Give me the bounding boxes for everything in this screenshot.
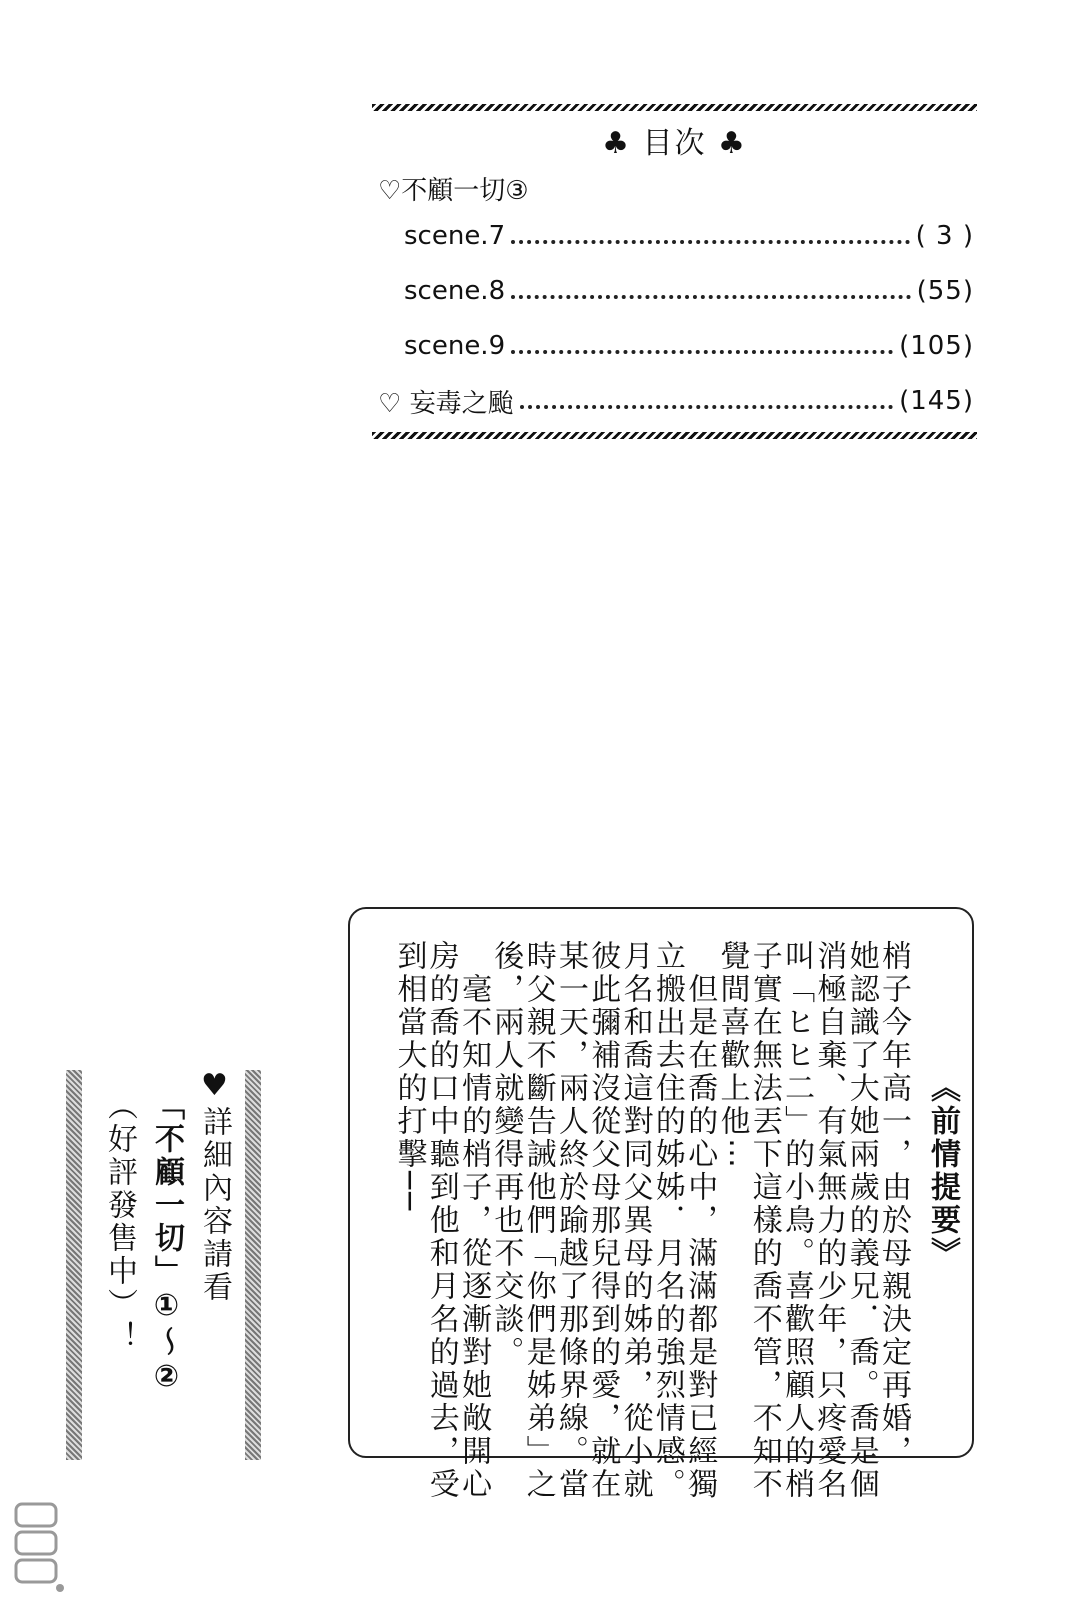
- summary-column: 她認識了大她兩歲的義兄．喬。喬是個: [843, 940, 879, 1501]
- toc-bottom-rule: [372, 432, 977, 439]
- summary-column: 彼此彌補沒從父母那兒得到的愛，就在: [585, 940, 621, 1501]
- summary-column: 立搬出去住的姊姊．月名的強烈情感。: [649, 940, 685, 1501]
- leader-dots: [511, 240, 910, 244]
- toc-entry-series: [378, 170, 974, 206]
- leader-dots: [511, 295, 911, 299]
- toc-entry-scene7: [404, 218, 974, 254]
- toc-entry-scene9: [404, 328, 974, 364]
- toc-entry-label: ♡不顧一切③: [378, 175, 529, 206]
- summary-column: 某一天，兩人終於踰越了那條界線。當: [553, 940, 588, 1501]
- toc-entry-label: scene.7: [404, 221, 506, 251]
- toc-page-number: (55): [916, 276, 974, 306]
- toc-top-rule: [372, 104, 977, 111]
- toc-entry-scene8: [404, 273, 974, 309]
- toc-heading: ♣ 目次 ♣: [602, 126, 747, 161]
- summary-column: 到相當大的打擊──: [391, 940, 427, 1214]
- toc-page-number: ( 3 ): [915, 221, 974, 251]
- toc-page-number: (145): [899, 386, 974, 416]
- toc-entry-label: scene.8: [404, 276, 506, 306]
- summary-column: 毫不知情的梢子，從逐漸對她敞開心: [456, 940, 492, 1501]
- summary-column: 時父親不斷告誡他們「你們是姊弟」之: [520, 940, 556, 1501]
- leader-dots: [520, 405, 894, 409]
- summary-column: 房的喬的口中聽到他和月名的過去，受: [423, 940, 459, 1501]
- leader-dots: [511, 350, 893, 354]
- summary-column: 子實在無法丟下這樣的喬不管，不知不: [746, 940, 782, 1501]
- watermark-logo: [6, 1500, 70, 1596]
- summary-column: 月名和喬這對同父異母的姊弟，從小就: [617, 940, 653, 1501]
- summary-title: 《前情提要》: [925, 1072, 960, 1270]
- promo-line-2: 「不顧一切」①～②: [149, 1090, 184, 1397]
- promo-right-bar: [245, 1070, 261, 1460]
- summary-column: 叫「ヒヒ二」的小鳥。喜歡照顧人的梢: [779, 940, 815, 1501]
- summary-column: 梢子今年高一，由於母親決定再婚，: [876, 940, 911, 1468]
- toc-entry-short-story: [378, 383, 974, 419]
- summary-column: 但是在喬的心中，滿滿都是對已經獨: [682, 940, 718, 1501]
- toc-entry-label: scene.9: [404, 331, 506, 361]
- summary-column: 覺間喜歡上他⋯: [714, 940, 750, 1171]
- promo-line-3: （好評發售中）！: [102, 1090, 137, 1354]
- toc-page-number: (105): [899, 331, 974, 361]
- promo-line-1: ♥詳細內容請看: [197, 1068, 232, 1304]
- toc-entry-label: ♡ 妄毒之颱: [378, 388, 514, 419]
- summary-column: 後，兩人就變得再也不交談。: [488, 940, 524, 1369]
- promo-left-bar: [66, 1070, 82, 1460]
- summary-column: 消極自棄、有氣無力的少年，只疼愛名: [811, 940, 847, 1501]
